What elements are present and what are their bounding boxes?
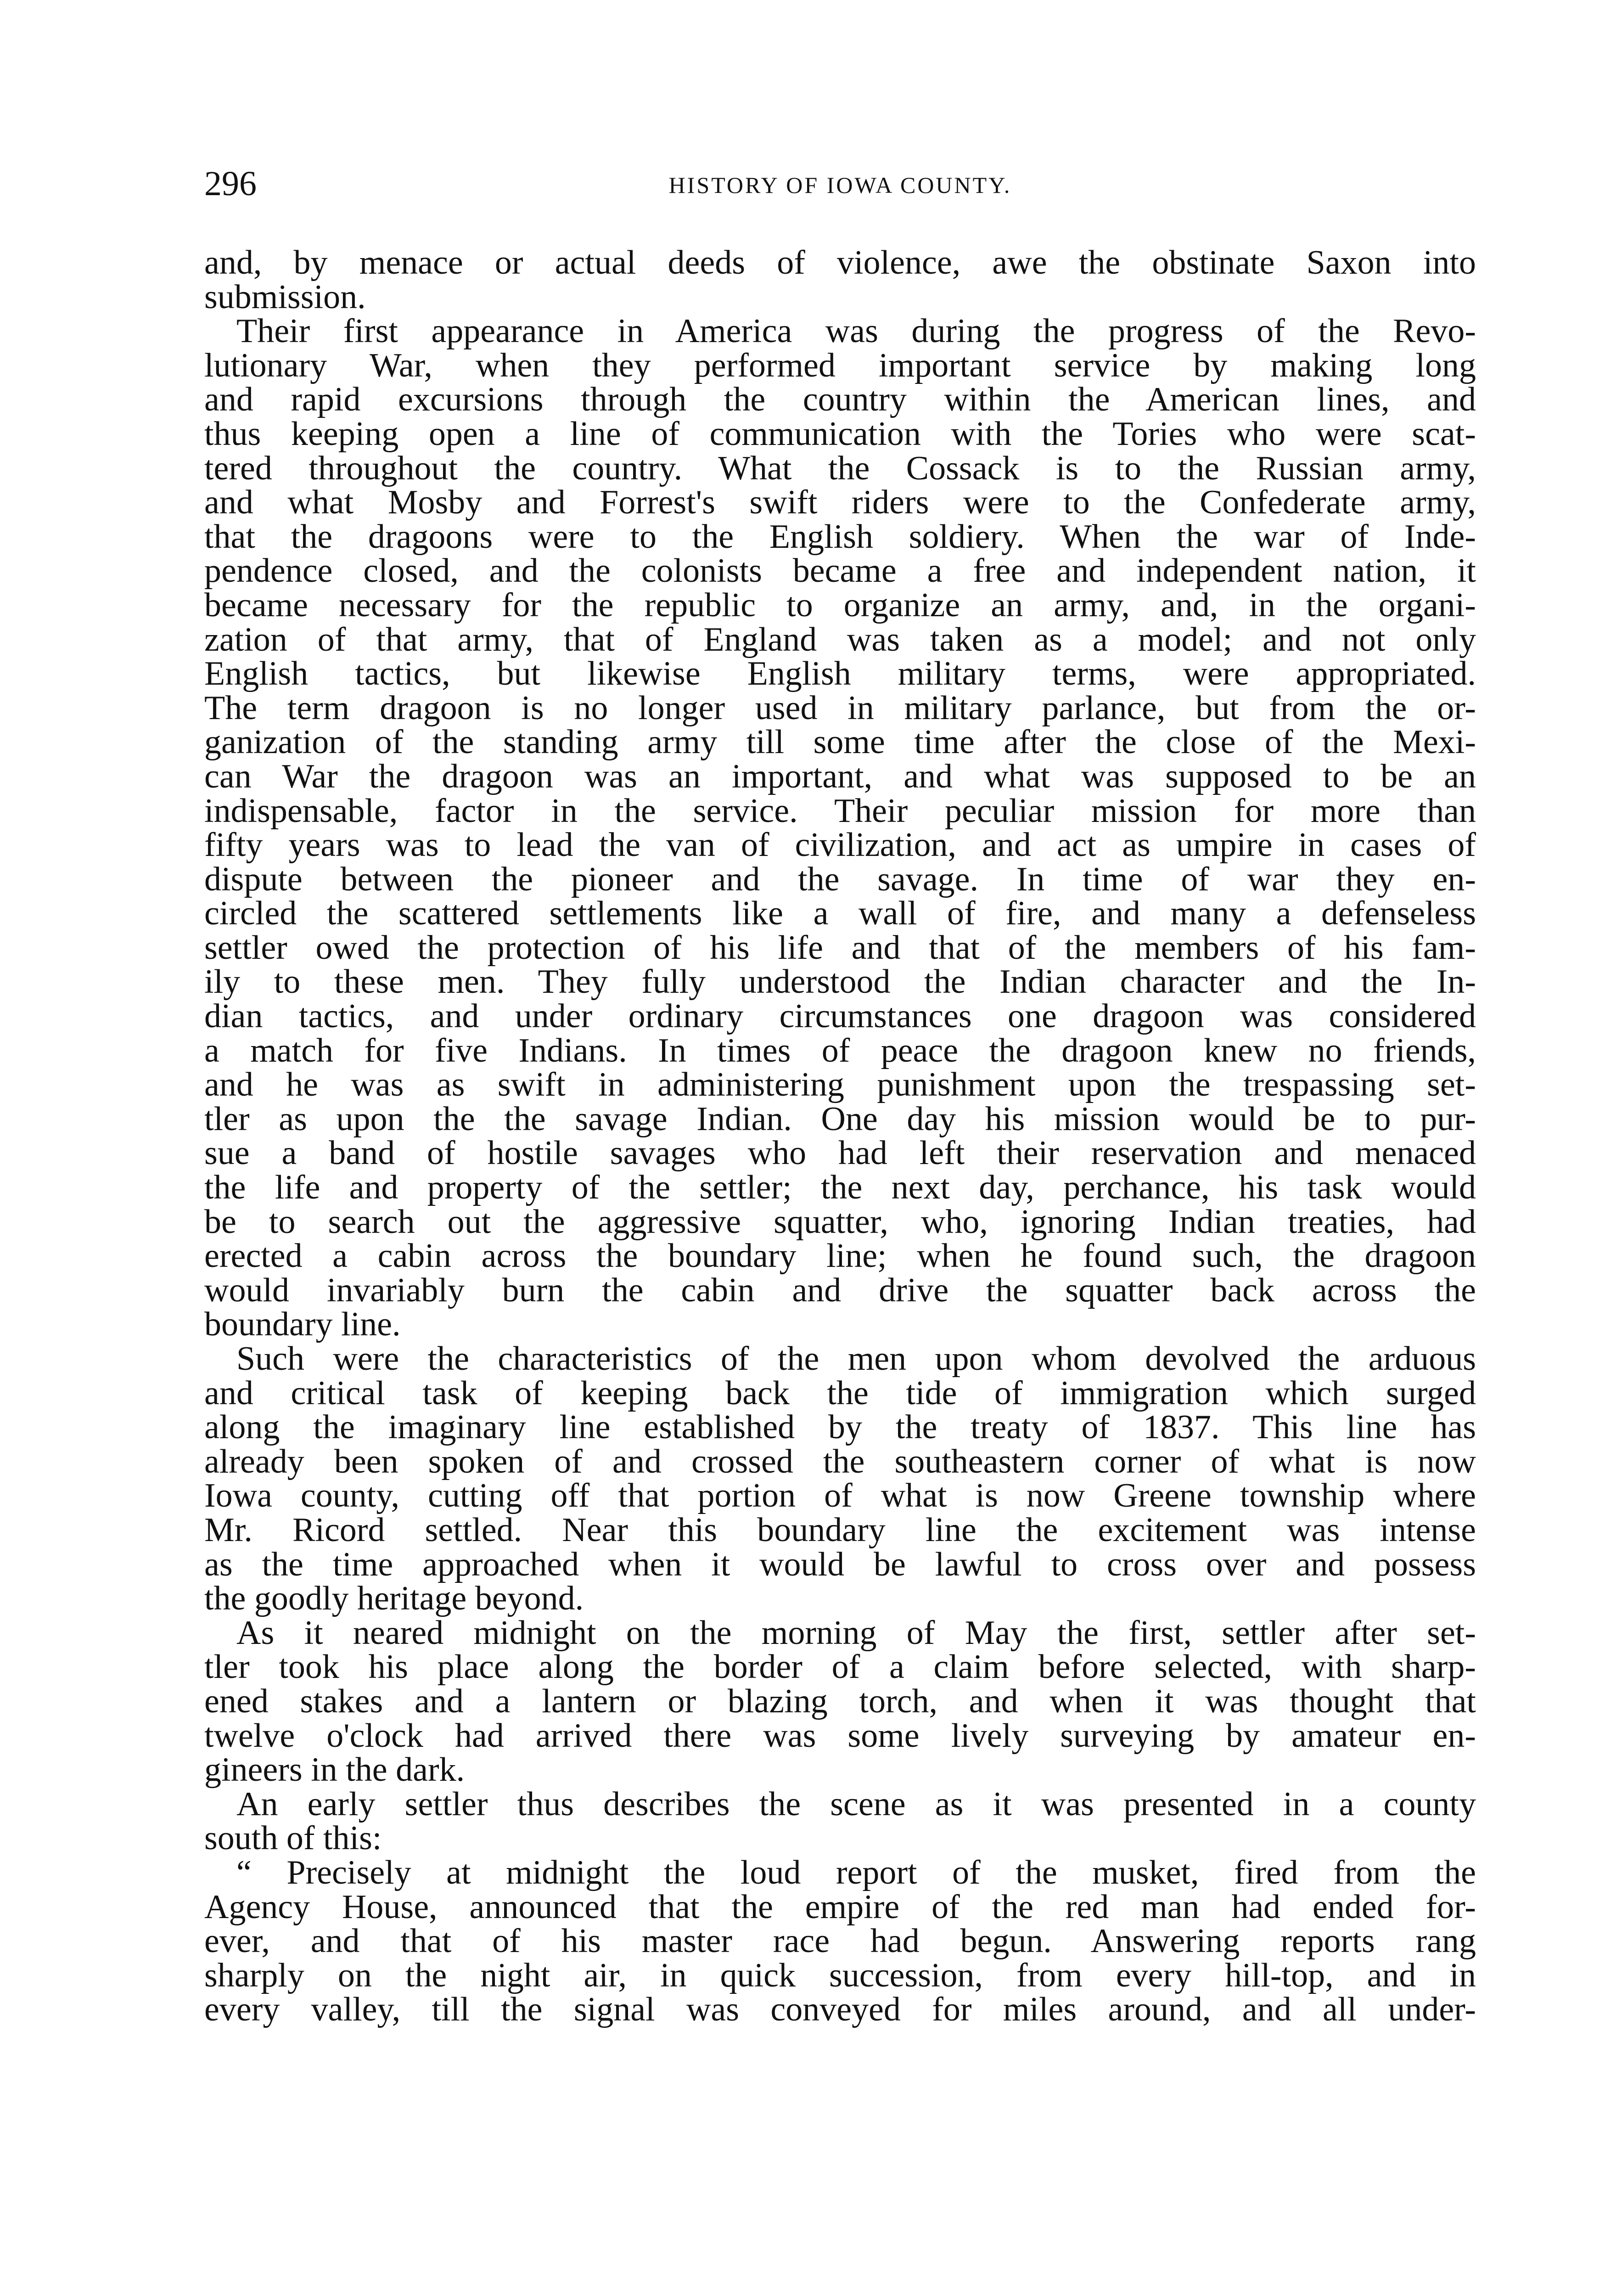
text-line: zation of that army, that of England was taken as a model; and not only: [204, 620, 1476, 658]
page-header: [204, 163, 1476, 204]
text-line: that the dragoons were to the English soldiery. When the war of Inde-: [204, 518, 1476, 556]
text-line: sharply on the night air, in quick succession, from every hill-top, and in: [204, 1956, 1476, 1994]
text-line: the life and property of the settler; the next day, perchance, his task would: [204, 1169, 1476, 1207]
text-line: a match for five Indians. In times of peace the dragoon knew no friends,: [204, 1031, 1476, 1069]
text-line: as the time approached when it would be lawful to cross over and possess: [204, 1545, 1476, 1583]
text-line: erected a cabin across the boundary line; when he found such, the dragoon: [204, 1237, 1476, 1275]
text-line: every valley, till the signal was conveyed for miles around, and all under-: [204, 1991, 1476, 2029]
text-line: Such were the characteristics of the men upon whom devolved the arduous: [236, 1340, 1476, 1378]
text-line: tler took his place along the border of a claim before selected, with sharp-: [204, 1648, 1476, 1686]
text-line: dian tactics, and under ordinary circumstances one dragoon was considered: [204, 997, 1476, 1035]
text-line: ened stakes and a lantern or blazing torch, and when it was thought that: [204, 1682, 1476, 1720]
text-line: would invariably burn the cabin and drive the squatter back across the: [204, 1271, 1476, 1309]
text-line: boundary line.: [204, 1306, 401, 1344]
text-line: and rapid excursions through the country within the American lines, and: [204, 381, 1476, 419]
text-line: already been spoken of and crossed the southeastern corner of what is now: [204, 1442, 1476, 1480]
text-line: south of this:: [204, 1819, 382, 1857]
text-line: thus keeping open a line of communication with the Tories who were scat-: [204, 415, 1476, 453]
text-line: lutionary War, when they performed important service by making long: [204, 346, 1476, 384]
text-line: circled the scattered settlements like a wall of fire, and many a defenseless: [204, 895, 1476, 933]
text-line: Their first appearance in America was during the progress of the Revo-: [236, 312, 1476, 350]
text-line: sue a band of hostile savages who had left their reservation and menaced: [204, 1134, 1476, 1172]
text-line: fifty years was to lead the van of civilization, and act as umpire in cases of: [204, 826, 1476, 864]
text-line: Agency House, announced that the empire of the red man had ended for-: [204, 1888, 1476, 1926]
text-line: The term dragoon is no longer used in military parlance, but from the or-: [204, 689, 1476, 727]
text-line: English tactics, but likewise English military terms, were appropriated.: [204, 655, 1476, 693]
body-text: [204, 246, 1476, 2027]
text-line: and critical task of keeping back the tide of immigration which surged: [204, 1374, 1476, 1412]
text-line: can War the dragoon was an important, and what was supposed to be an: [204, 757, 1476, 795]
text-line: ganization of the standing army till some time after the close of the Mexi-: [204, 723, 1476, 761]
text-line: submission.: [204, 278, 366, 316]
text-line: the goodly heritage beyond.: [204, 1580, 584, 1618]
text-line: settler owed the protection of his life and that of the members of his fam-: [204, 929, 1476, 967]
text-line: tered throughout the country. What the Cossack is to the Russian army,: [204, 449, 1476, 487]
page-number: 296: [204, 164, 257, 203]
text-line: tler as upon the the savage Indian. One day his mission would be to pur-: [204, 1100, 1476, 1138]
text-line: and what Mosby and Forrest's swift riders were to the Confederate army,: [204, 484, 1476, 522]
text-line: “ Precisely at midnight the loud report of the musket, fired from the: [236, 1853, 1476, 1891]
text-line: Iowa county, cutting off that portion of what is now Greene township where: [204, 1477, 1476, 1515]
text-line: twelve o'clock had arrived there was some lively surveying by amateur en-: [204, 1716, 1476, 1755]
text-line: dispute between the pioneer and the savage. In time of war they en-: [204, 860, 1476, 898]
text-line: ever, and that of his master race had begun. Answering reports rang: [204, 1922, 1476, 1960]
text-line: along the imaginary line established by the treaty of 1837. This line has: [204, 1408, 1476, 1446]
text-line: became necessary for the republic to organize an army, and, in the organi-: [204, 586, 1476, 624]
text-line: indispensable, factor in the service. Their peculiar mission for more than: [204, 792, 1476, 830]
text-line: Mr. Ricord settled. Near this boundary line the excitement was intense: [204, 1511, 1476, 1549]
text-line: and he was as swift in administering punishment upon the trespassing set-: [204, 1066, 1476, 1104]
text-line: ily to these men. They fully understood the Indian character and the In-: [204, 963, 1476, 1001]
text-line: As it neared midnight on the morning of May the first, settler after set-: [236, 1614, 1476, 1652]
text-line: An early settler thus describes the scene as it was presented in a county: [236, 1785, 1476, 1823]
text-line: be to search out the aggressive squatter, who, ignoring Indian treaties, had: [204, 1203, 1476, 1241]
text-line: pendence closed, and the colonists became a free and independent nation, it: [204, 552, 1476, 590]
running-title: HISTORY OF IOWA COUNTY.: [668, 172, 1012, 198]
text-line: and, by menace or actual deeds of violence, awe the obstinate Saxon into: [204, 244, 1476, 281]
text-line: gineers in the dark.: [204, 1751, 465, 1789]
